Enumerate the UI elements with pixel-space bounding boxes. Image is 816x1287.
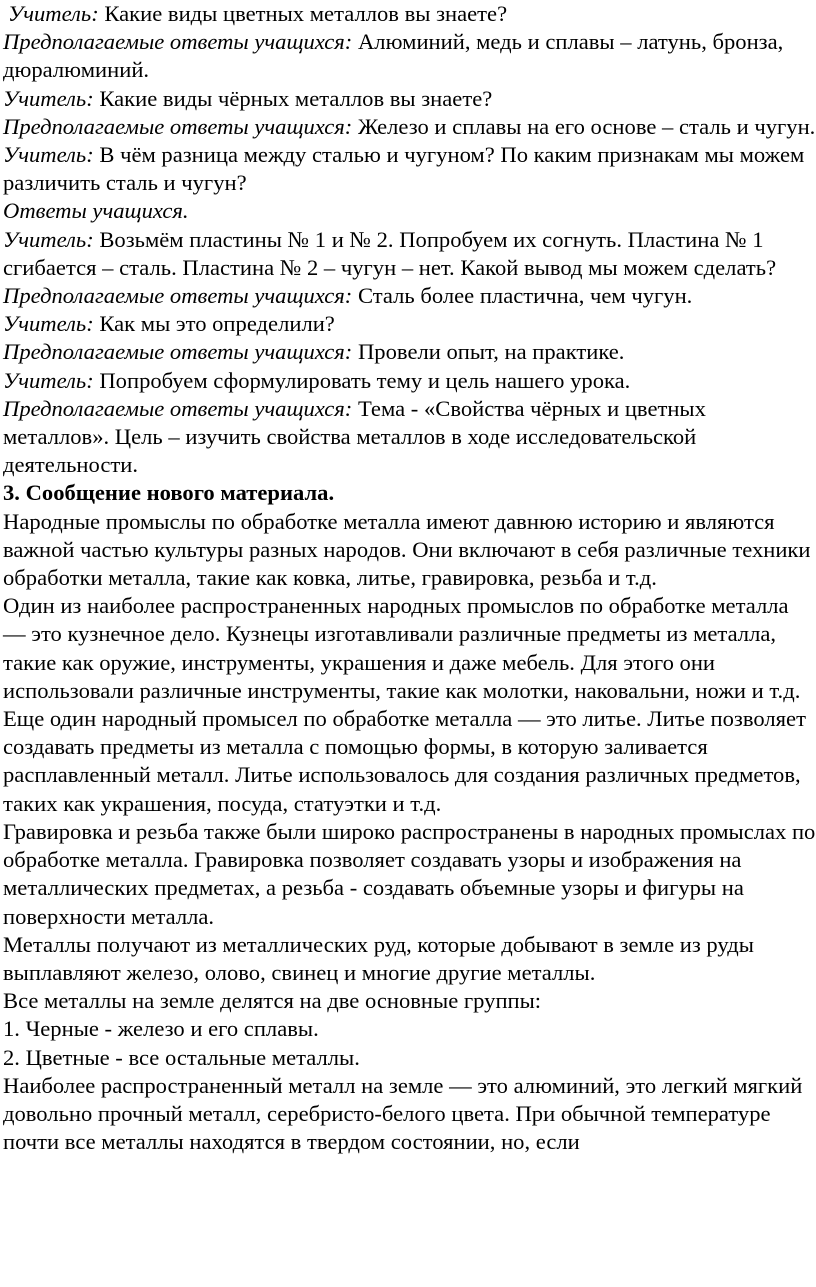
body-paragraph: Еще один народный промысел по обработке металла — это литье. Литье позволяет создавать предметы из металла с помощью формы, в которую заливается расплавленный металл. Литье использовалось для создания различных предметов, таких как украшения, посуда, статуэтки и т.д. — [3, 706, 812, 816]
body-paragraph: Все металлы на земле делятся на две основные группы: — [3, 988, 542, 1014]
dialogue-line — [3, 0, 816, 28]
speaker-label: Учитель: — [3, 226, 94, 252]
body-paragraph: Гравировка и резьба также были широко распространены в народных промыслах по обработке металла. Гравировка позволяет создавать узоры и изображения на металлических предметах, а резьба - создавать объемные узоры и фигуры на поверхности металла. — [3, 818, 816, 929]
speaker-label: Предполагаемые ответы учащихся: — [3, 29, 353, 55]
body-paragraph: Металлы получают из металлических руд, которые добывают в земле из руды выплавляют железо, олово, свинец и многие другие металлы. — [3, 931, 760, 985]
body-paragraph: Народные промыслы по обработке металла имеют давнюю историю и являются важной частью культуры разных народов. Они включают в себя различные техники обработки металла, такие как ковка, литье, гравировка, резьба и т.д. — [3, 508, 816, 591]
dialogue-line — [3, 367, 816, 395]
body-paragraph: Наиболее распространенный металл на земле — это алюминий, это легкий мягкий довольно прочный металл, серебристо-белого цвета. При обычной температуре почти все металлы находятся в твердом состоянии, но, если — [3, 1072, 808, 1155]
dialogue-line — [3, 282, 816, 310]
dialogue-text: Провели опыт, на практике. — [352, 339, 625, 365]
speaker-label: Предполагаемые ответы учащихся: — [3, 395, 353, 421]
dialogue-line — [3, 28, 816, 84]
dialogue-text: Возьмём пластины № 1 и № 2. Попробуем их согнуть. Пластина № 1 сгибается – сталь. Пластина № 2 – чугун – нет. Какой вывод мы можем сделать? — [3, 226, 777, 280]
dialogue-text: Тема - «Свойства чёрных и цветных металлов». Цель – изучить свойства металлов в ходе исследовательской деятельности. — [3, 395, 712, 478]
speaker-label: Ответы учащихся. — [3, 198, 189, 224]
dialogue-text: Железо и сплавы на его основе – сталь и чугун. — [352, 113, 816, 139]
section-heading: 3. Сообщение нового материала. — [3, 480, 335, 506]
dialogue-text: В чём разница между сталью и чугуном? По каким признакам мы можем различить сталь и чугун? — [3, 142, 810, 196]
dialogue-text: Какие виды цветных металлов вы знаете? — [98, 1, 508, 26]
dialogue-text: Как мы это определили? — [93, 311, 335, 337]
speaker-label: Учитель: — [3, 142, 94, 168]
dialogue-line — [3, 113, 816, 141]
speaker-label: Предполагаемые ответы учащихся: — [3, 339, 353, 365]
speaker-label: Учитель: — [3, 85, 94, 111]
dialogue-line — [3, 310, 816, 338]
speaker-label: Учитель: — [8, 1, 99, 26]
dialogue-text: Алюминий, медь и сплавы – латунь, бронза, дюралюминий. — [3, 29, 789, 83]
list-item: 1. Черные - железо и его сплавы. — [3, 1016, 319, 1042]
dialogue-line — [3, 338, 816, 366]
dialogue-line — [3, 141, 816, 197]
body-paragraph: Один из наиболее распространенных народных промыслов по обработке металла — это кузнечное дело. Кузнецы изготавливали различные предметы из металла, такие как оружие, инструменты, украшения и даже мебель. Для этого они использовали различные инструменты, такие как молотки, наковальни, ножи и т.д. — [3, 593, 801, 703]
dialogue-text: Попробуем сформулировать тему и цель нашего урока. — [93, 367, 631, 393]
dialogue-text: Какие виды чёрных металлов вы знаете? — [93, 85, 493, 111]
speaker-label: Предполагаемые ответы учащихся: — [3, 113, 353, 139]
dialogue-text: Сталь более пластична, чем чугун. — [352, 283, 693, 309]
list-item: 2. Цветные - все остальные металлы. — [3, 1044, 360, 1070]
dialogue-line — [3, 395, 816, 480]
speaker-label: Учитель: — [3, 311, 94, 337]
dialogue-line — [3, 226, 816, 282]
dialogue-line — [3, 197, 816, 225]
dialogue-line — [3, 85, 816, 113]
speaker-label: Предполагаемые ответы учащихся: — [3, 283, 353, 309]
speaker-label: Учитель: — [3, 367, 94, 393]
